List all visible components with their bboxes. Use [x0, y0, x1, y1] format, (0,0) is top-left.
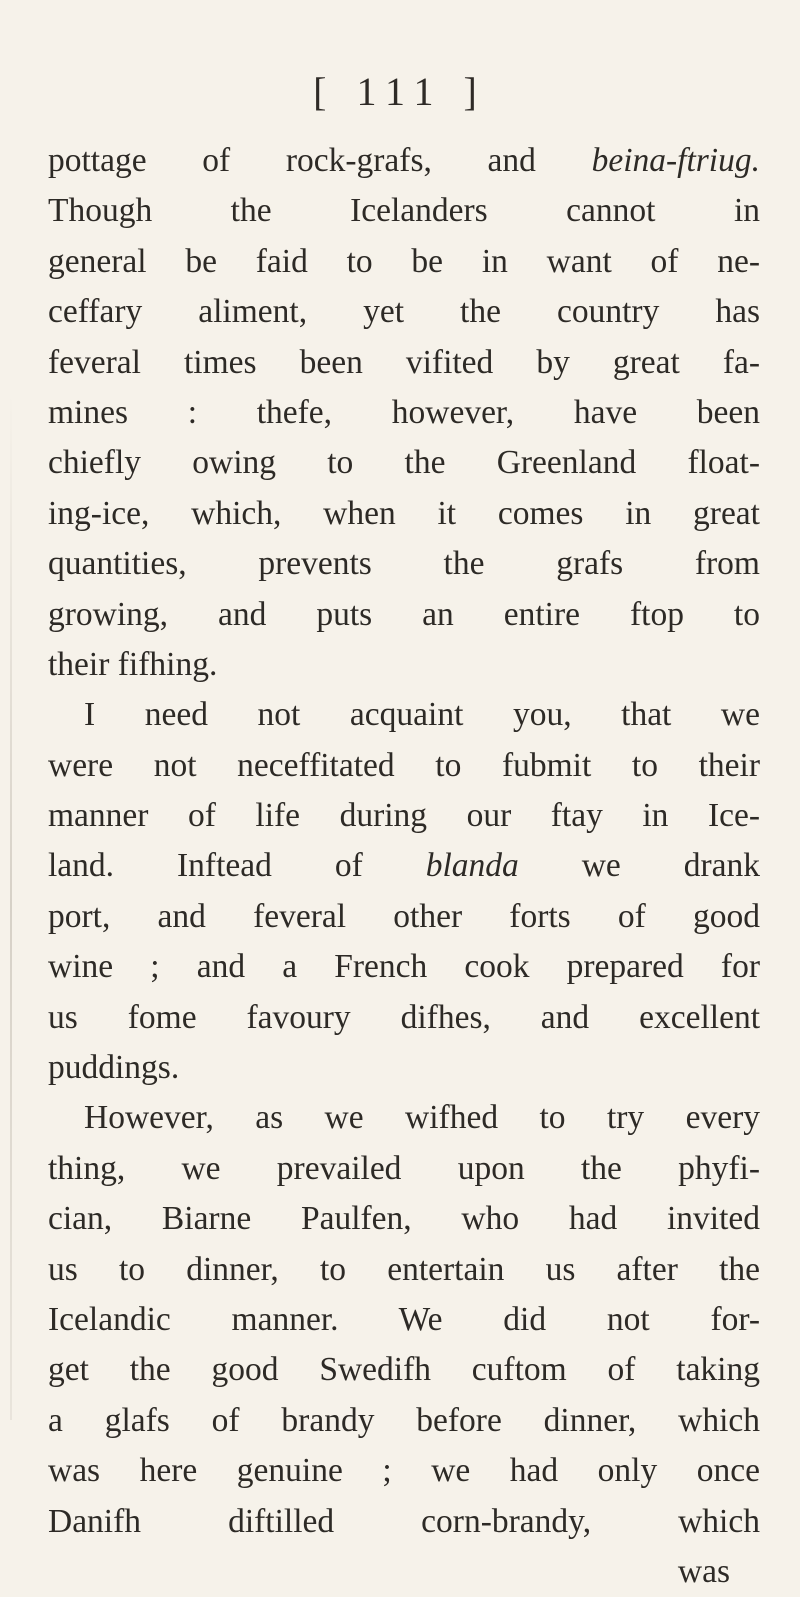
- text-line-7: chiefly owing to the Greenland float-: [48, 444, 760, 482]
- text-line-17: wine ; and a French cook prepared for: [48, 948, 760, 986]
- text-line-15: land. Inftead of blanda we drank: [48, 847, 760, 885]
- text-line-22: cian, Biarne Paulfen, who had invited: [48, 1200, 760, 1238]
- text-line-2: Though the Icelanders cannot in: [48, 192, 760, 230]
- text-line-8: ing-ice, which, when it comes in great: [48, 494, 760, 532]
- text-line-23: us to dinner, to entertain us after the: [48, 1250, 760, 1288]
- text-line-12: I need not acquaint you, that we: [84, 696, 760, 734]
- page-number: [ 111 ]: [313, 69, 487, 114]
- text-line-21: thing, we prevailed upon the phyfi-: [48, 1149, 760, 1187]
- text-line-25: get the good Swedifh cuftom of taking: [48, 1351, 760, 1389]
- text-line-10: growing, and puts an entire ftop to: [48, 595, 760, 633]
- text-line-20: However, as we wifhed to try every: [84, 1099, 760, 1137]
- text-line-13: were not neceffitated to fubmit to their: [48, 746, 760, 784]
- text-line-6: mines : thefe, however, have been: [48, 393, 760, 431]
- text-line-26: a glafs of brandy before dinner, which: [48, 1401, 760, 1439]
- text-line-28: Danifh diftilled corn-brandy, which: [48, 1502, 760, 1540]
- text-line-18: us fome favoury difhes, and excellent: [48, 998, 760, 1036]
- text-line-3: general be faid to be in want of ne-: [48, 242, 760, 280]
- catchword: was: [677, 1552, 730, 1590]
- text-line-1: pottage of rock-grafs, and beina-ftriug.: [48, 142, 760, 179]
- text-line-5: feveral times been vifited by great fa-: [48, 343, 760, 381]
- text-line-24: Icelandic manner. We did not for-: [48, 1300, 760, 1338]
- body-text: [48, 136, 760, 1597]
- page-edge-shadow: [10, 390, 12, 1420]
- text-line-19: puddings.: [48, 1049, 180, 1087]
- text-line-16: port, and feveral other forts of good: [48, 897, 760, 935]
- text-line-14: manner of life during our ftay in Ice-: [48, 797, 760, 835]
- text-line-11: their fifhing.: [48, 645, 218, 683]
- text-line-9: quantities, prevents the grafs from: [48, 545, 760, 583]
- text-line-27: was here genuine ; we had only once: [48, 1452, 760, 1490]
- text-line-4: ceffary aliment, yet the country has: [48, 293, 760, 331]
